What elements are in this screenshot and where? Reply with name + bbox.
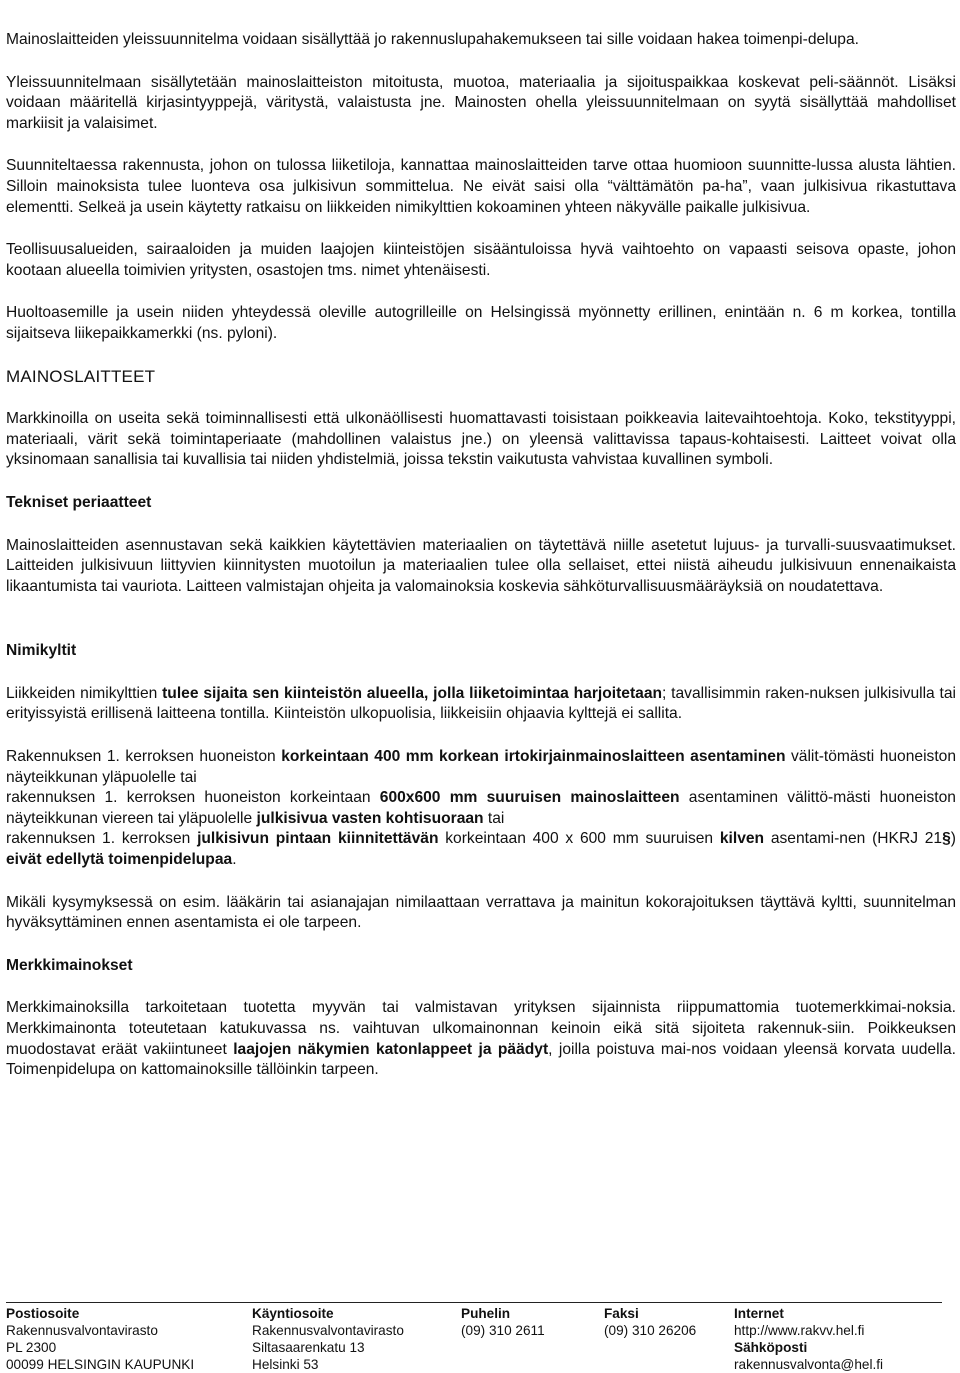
document-body: [6, 30, 956, 1103]
section-heading-merkkimainokset: Merkkimainokset: [6, 956, 133, 974]
paragraph-nimikyltit-sijainti: Liikkeiden nimikylttien tulee sijaita sen kiinteistön alueella, jolla liiketoimintaa harjoitetaan; tavallisimmin raken-nuksen julkisivulla tai erityissyistä erillisenä laitteena tontilla. Kiinteistön ulkopuolisia, liikkeisiin ohjaavia kylttejä ei sallita.: [6, 684, 957, 723]
footer-puhelin-number: (09) 310 2611: [461, 1323, 545, 1338]
paragraph-mainoslaitteet: Markkinoilla on useita sekä toiminnallisesti että ulkonäöllisesti huomattavasti toisistaan poikkeavia laitevaihtoehtoja. Koko, tekstityyppi, materiaali, värit sekä toimintaperiaate (mahdollinen valaistus jne.) on yleensä valittavissa tapaus-kohtaisesti. Laitteet voivat olla yksinomaan sanallisia tai kuvallisia tai niiden yhdistelmiä, joissa tekstin vaikutusta vahvistaa kuvallinen symboli.: [6, 410, 956, 469]
footer-kayntiosoite-line: Siltasaarenkatu 13: [252, 1340, 365, 1355]
page-footer: [6, 1302, 942, 1372]
footer-faksi-number: (09) 310 26206: [604, 1323, 697, 1338]
footer-kayntiosoite-line: Rakennusvalvontavirasto: [252, 1323, 404, 1338]
paragraph-teollisuusalueet: Teollisuusalueiden, sairaaloiden ja muiden laajojen kiinteistöjen sisääntuloissa hyvä vaihtoehto on vapaasti seisova opaste, johon kootaan alueella toimivien yritysten, osastojen tms. nimet yhtenäisesti.: [6, 241, 956, 279]
footer-email-header: Sähköposti: [734, 1340, 808, 1355]
paragraph-merkkimainokset: Merkkimainoksilla tarkoitetaan tuotetta myyvän tai valmistavan yrityksen sijainnista riippumattomia tuotemerkkimai-noksia. Merkkimainonta toteutetaan katukuvassa ns. vaihtuvan ulkomainonnan keinoin eikä sitä sijoiteta rakennuk-siin. Poikkeuksen muodostavat eräät vakiintuneet laajojen näkymien katonlappeet ja päädyt, joilla poistuva mai-nos voidaan yleensä korvata uudella. Toimenpidelupa on kattomainoksille tällöinkin tarpeen.: [6, 999, 957, 1079]
footer-faksi: [604, 1305, 696, 1339]
footer-internet-header: Internet: [734, 1306, 784, 1321]
footer-puhelin-header: Puhelin: [461, 1306, 511, 1321]
section-heading-tekniset-periaatteet: Tekniset periaatteet: [6, 493, 152, 511]
footer-postiosoite: [6, 1305, 194, 1373]
footer-kayntiosoite-header: Käyntiosoite: [252, 1306, 334, 1321]
section-heading-nimikyltit: Nimikyltit: [6, 642, 77, 660]
paragraph-nimikyltit-ehdot: Rakennuksen 1. kerroksen huoneiston korkeintaan 400 mm korkean irtokirjainmainoslaitteen asentaminen välit-tömästi huoneiston näyteikkunan yläpuolelle tai rakennuksen 1. kerroksen huoneiston korkeintaan 600x600 mm suuruisen mainoslaitteen asentaminen välittö-mästi huoneiston näyteikkunan viereen tai yläpuolelle julkisivua vasten kohtisuoraan tai rakennuksen 1. kerroksen julkisivun pintaan kiinnitettävän korkeintaan 400 x 600 mm suuruisen kilven asentami-nen (HKRJ 21§) eivät edellytä toimenpidelupaa.: [6, 748, 957, 869]
footer-website-link[interactable]: http://www.rakvv.hel.fi: [734, 1323, 865, 1338]
paragraph-yleissuunnitelma-lupa: Mainoslaitteiden yleissuunnitelma voidaan sisällyttää jo rakennuslupahakemukseen tai sille voidaan hakea toimenpi-delupa.: [6, 31, 859, 48]
footer-postiosoite-line: PL 2300: [6, 1340, 57, 1355]
footer-internet: [734, 1305, 883, 1373]
paragraph-tekniset-periaatteet: Mainoslaitteiden asennustavan sekä kaikkien käytettävien materiaalien on täytettävä niille asetetut lujuus- ja turvalli-suusvaatimukset. Laitteiden julkisivuun liittyvien kiinnitysten muotoilun ja materiaalien tulee olla sellaiset, ettei niistä aiheudu julkisivuun ennenaikaista likaantumista tai vauriota. Laitteen valmistajan ohjeita ja valomainoksia koskevia sähköturvallisuusmääräyksiä on noudatettava.: [6, 536, 956, 595]
footer-email-link[interactable]: rakennusvalvonta@hel.fi: [734, 1357, 884, 1372]
footer-kayntiosoite-line: Helsinki 53: [252, 1357, 319, 1372]
paragraph-yleissuunnitelma-sisalto: Yleissuunnitelmaan sisällytetään mainoslaitteiston mitoitusta, muotoa, materiaalia ja sijoituspaikkaa koskevat peli-säännöt. Lisäksi voidaan määritellä kirjasintyyppejä, väritystä, valaistusta jne. Mainosten ohella yleissuunnitelmaan on syytä sisällyttää mahdolliset markiisit ja valaisimet.: [6, 73, 956, 132]
section-heading-mainoslaitteet: MAINOSLAITTEET: [6, 366, 156, 386]
paragraph-suunnittelu: Suunniteltaessa rakennusta, johon on tulossa liiketiloja, kannattaa mainoslaitteiden tarve ottaa huomioon suunnitte-lussa alusta lähtien. Silloin mainoksista tulee luonteva osa julkisivun sommittelua. Ne eivät saisi olla “välttämätön pa-ha”, vaan julkisivua rikastuttava elementti. Selkeä ja usein käytetty ratkaisu on liikkeiden nimikylttien kokoaminen yhteen näkyvälle paikalle julkisivua.: [6, 157, 956, 216]
paragraph-nimilaatat: Mikäli kysymyksessä on esim. lääkärin tai asianajajan nimilaattaan verrattava ja mainitun kokorajoituksen täyttävä kyltti, suunnitelman hyväksyttäminen ennen asentamista ei ole tarpeen.: [6, 893, 956, 932]
footer-puhelin: [461, 1305, 545, 1339]
footer-kayntiosoite: [252, 1305, 404, 1373]
footer-postiosoite-line: 00099 HELSINGIN KAUPUNKI: [6, 1357, 195, 1372]
footer-faksi-header: Faksi: [604, 1306, 639, 1321]
footer-postiosoite-line: Rakennusvalvontavirasto: [6, 1323, 158, 1338]
paragraph-huoltoasemat: Huoltoasemille ja usein niiden yhteydessä oleville autogrilleille on Helsingissä myönnetty erillinen, enintään n. 6 m korkea, tontilla sijaitseva liikepaikkamerkki (ns. pyloni).: [6, 304, 956, 342]
footer-postiosoite-header: Postiosoite: [6, 1306, 80, 1321]
